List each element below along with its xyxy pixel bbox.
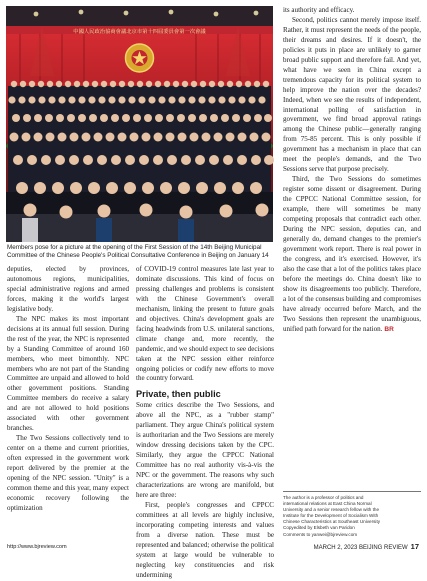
paragraph: deputies, elected by provinces, autonomous regions, municipalities, special administrative regions and armed forces, making it the world's largest legislative body. bbox=[7, 265, 129, 313]
emblem-icon bbox=[126, 44, 154, 72]
paragraph: Second, politics cannot merely impose itself. Rather, it must represent the needs of the people, their dreams and desires. If it doesn't, the policies it puts in place are unlikely to garner broad public support and therefore fail. And yet, what have we seen in China except a tremendous capacity for its political system to help improve the nation over the decades? Indeed, when we see the results of independent, international polling of satisfaction in government, we find broad approval ratings among the Chinese public—generally ranging from 75-85 percent. This is only possible if government has a mechanism in place that can meet the people's demands, and the Two Sessions serve that purpose precisely. bbox=[283, 15, 421, 174]
author-note-line: The author is a professor of politics and bbox=[283, 495, 364, 500]
page-number: 17 bbox=[410, 542, 419, 551]
article-column-2 bbox=[136, 265, 274, 579]
author-note-line: Comments to yanwei@bjreview.com bbox=[283, 531, 358, 537]
issue-text: MARCH 2, 2023 BEIJING REVIEW bbox=[313, 545, 408, 551]
banner-text: 中國人民政治協商會議北京市第十四屆委員會第一次會議 bbox=[73, 29, 206, 35]
group-photo-illustration bbox=[6, 6, 273, 242]
paragraph: The Two Sessions collectively tend to center on a theme and current priorities, often expressed in the government work report delivered by the premier at the opening of the NPC session. "Unity" is a common theme and this year, many expect economic recovery following the optimization bbox=[7, 434, 129, 512]
author-note-line: Chinese Characteristics at Southeast University bbox=[283, 519, 381, 525]
paragraph-text: Third, the Two Sessions do sometimes register some dissent or disagreement. During the CPPCC National Committee session, for example, there will sometimes be many competing proposals that contradict each other. During the NPC session, deputies can, and generally do, demand changes to the premier's government work report. There is real power in the congress, and it's exercised. However, it's also the case that a lot of the politics takes place before the meetings do. China doesn't like to show its disagreements too publicly. Therefore, a lot of the consensus building and compromises have already occurred before March, and the Two Sessions then represent the unambiguous, unified path forward for the nation. bbox=[283, 175, 421, 333]
author-note-line: University and a senior research fellow with the bbox=[283, 507, 380, 513]
author-note bbox=[283, 491, 421, 538]
footer-url[interactable]: http://www.bjreview.com bbox=[7, 544, 67, 550]
footer-issue bbox=[314, 542, 419, 551]
session-photo bbox=[6, 6, 273, 242]
paragraph: Some critics describe the Two Sessions, and above all the NPC, as a "rubber stamp" parliament. They argue China's political system is authoritarian and the Two Sessions are merely window dressing decisions taken by the CPC. Similarly, they argue the CPPCC National Committee has no real authority vis-à-vis the NPC or the government. The reasons why such characterizations are wrong are manifold, but here are three: bbox=[136, 401, 274, 500]
end-mark: BR bbox=[384, 325, 394, 333]
author-note-line: Copyedited by Elsbeth van Paridon bbox=[283, 525, 355, 531]
section-heading: Private, then public bbox=[136, 389, 221, 400]
paragraph: of COVID-19 control measures late last year to dominate discussions. This kind of focus on pressing challenges and problems is consistent with the Chinese Government's overall mechanism, linking the present to future goals and objectives. China's development goals are facing headwinds from U.S. unilateral sanctions, climate change and, more recently, the pandemic, and we should expect to see decisions taken at the NPC session either reinforce ongoing policies or codify new efforts to move the country forward. bbox=[136, 265, 274, 383]
paragraph: The NPC makes its most important decisions at its annual full session. During the rest of the year, the NPC is represented by a Standing Committee of around 160 members, who meet bimonthly. NPC members who are not part of the Standing Committee are unpaid and allowed to hold other government positions. Standing Committee members do receive a salary and are not allowed to hold positions associated with other government branches. bbox=[7, 314, 129, 433]
author-note-line: international relations at East China Normal bbox=[283, 501, 372, 507]
article-column-1 bbox=[7, 265, 129, 537]
paragraph-last bbox=[283, 175, 421, 334]
author-note-line: Institute for the Development of Socialism With bbox=[283, 513, 379, 519]
photo-caption: Members pose for a picture at the opening of the First Session of the 14th Beijing Municipal Committee of the Chinese People's Political Consultative Conference in Beijing on January 14 bbox=[7, 244, 269, 260]
paragraph: its authority and efficacy. bbox=[283, 6, 355, 14]
article-column-3 bbox=[283, 6, 421, 484]
audience-rows bbox=[6, 81, 274, 242]
paragraph: First, people's congresses and CPPCC committees at all levels are highly inclusive, incorporating competing interests and values from a diverse nation. These must be represented and balanced; otherwise the political system at large would be vulnerable to neglecting key constituencies and risk undermining bbox=[136, 500, 274, 579]
